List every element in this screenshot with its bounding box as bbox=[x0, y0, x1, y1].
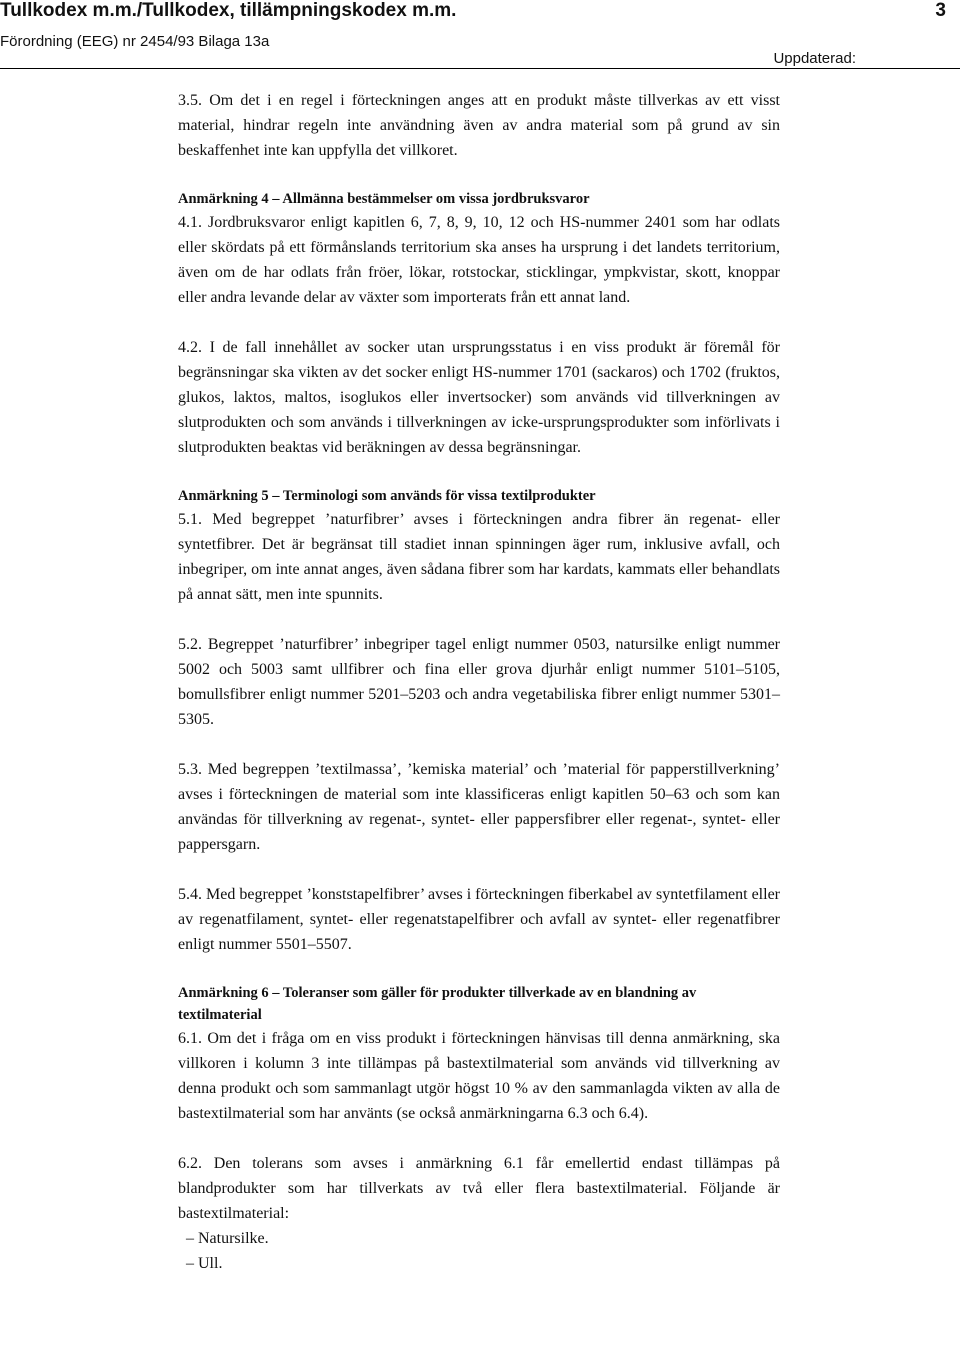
paragraph-5-3: 5.3. Med begreppen ’textilmassa’, ’kemiska material’ och ’material för papperstillverkning’ avses i förteckningen de material som inte klassificeras enligt kapitlen 50–63 och som kan användas för tillverkning av regenat-, syntet- eller pappersfibrer eller regenat-, syntet- eller pappersgarn. bbox=[178, 761, 780, 853]
paragraph-4-2: 4.2. I de fall innehållet av socker utan ursprungsstatus i en viss produkt är föremål för begränsningar ska vikten av det socker enligt HS-nummer 1701 (sackaros) och 1702 (fruktos, glukos, laktos, maltos, isoglukos eller invertsocker) som används vid tillverkningen av slutprodukten och som används i tillverkningen av icke-ursprungsprodukter som införlivats i slutprodukten beaktas vid beräkningen av dessa begränsningar. bbox=[178, 339, 780, 456]
paragraph-5-1: 5.1. Med begreppet ’naturfibrer’ avses i förteckningen andra fibrer än regenat- eller syntetfibrer. Det är begränsat till stadiet innan spinningen äger rum, inklusive avfall, och inbegriper, om inte annat anges, även sådana fibrer som har kardats, kammats eller behandlats på annat sätt, men inte spunnits. bbox=[178, 511, 780, 603]
document-title: Tullkodex m.m./Tullkodex, tillämpningskodex m.m. bbox=[0, 0, 457, 21]
paragraph-6-1: 6.1. Om det i fråga om en viss produkt i förteckningen hänvisas till denna anmärkning, ska villkoren i kolumn 3 inte tillämpas på bastextilmaterial som används vid tillverkning av denna produkt och som sammanlagt utgör högst 10 % av den sammanlagda vikten av alla de bastextilmaterial som har använts (se också anmärkningarna 6.3 och 6.4). bbox=[178, 1030, 780, 1122]
list-item-ull: – Ull. bbox=[186, 1255, 223, 1272]
document-body bbox=[178, 88, 780, 1276]
paragraph-3-5: 3.5. Om det i en regel i förteckningen anges att en produkt måste tillverkas av ett visst material, hindrar regeln inte användning även av andra material som på grund av sin beskaffenhet inte kan uppfylla det villkoret. bbox=[178, 92, 780, 159]
regulation-subtitle: Förordning (EEG) nr 2454/93 Bilaga 13a bbox=[0, 33, 270, 50]
heading-note-4: Anmärkning 4 – Allmänna bestämmelser om vissa jordbruksvaror bbox=[178, 191, 590, 207]
page-number: 3 bbox=[935, 0, 946, 21]
header-divider bbox=[0, 68, 960, 69]
updated-label: Uppdaterad: bbox=[773, 50, 856, 67]
paragraph-6-2: 6.2. Den tolerans som avses i anmärkning 6.1 får emellertid endast tillämpas på blandprodukter som har tillverkats av två eller flera bastextilmaterial. Följande är bastextilmaterial: bbox=[178, 1155, 780, 1222]
heading-note-5: Anmärkning 5 – Terminologi som används för vissa textilprodukter bbox=[178, 488, 596, 504]
list-item-natursilke: – Natursilke. bbox=[186, 1230, 269, 1247]
paragraph-5-2: 5.2. Begreppet ’naturfibrer’ inbegriper tagel enligt nummer 0503, natursilke enligt nummer 5002 och 5003 samt ullfibrer och fina eller grova djurhår enligt nummer 5101–5105, bomullsfibrer enligt nummer 5201–5203 och andra vegetabiliska fibrer enligt nummer 5301–5305. bbox=[178, 636, 780, 728]
heading-note-6: Anmärkning 6 – Toleranser som gäller för produkter tillverkade av en blandning av textilmaterial bbox=[178, 985, 697, 1023]
paragraph-5-4: 5.4. Med begreppet ’konststapelfibrer’ avses i förteckningen fiberkabel av syntetfilament eller av regenatfilament, syntet- eller regenatstapelfibrer och avfall av syntet- eller regenatfibrer enligt nummer 5501–5507. bbox=[178, 886, 780, 953]
paragraph-4-1: 4.1. Jordbruksvaror enligt kapitlen 6, 7, 8, 9, 10, 12 och HS-nummer 2401 som har odlats eller skördats på ett förmånslands territorium ska anses ha ursprung i det landets territorium, även om de har odlats från fröer, lökar, rotstockar, sticklingar, ympkvistar, skott, knoppar eller andra levande delar av växter som importerats från ett annat land. bbox=[178, 214, 780, 306]
